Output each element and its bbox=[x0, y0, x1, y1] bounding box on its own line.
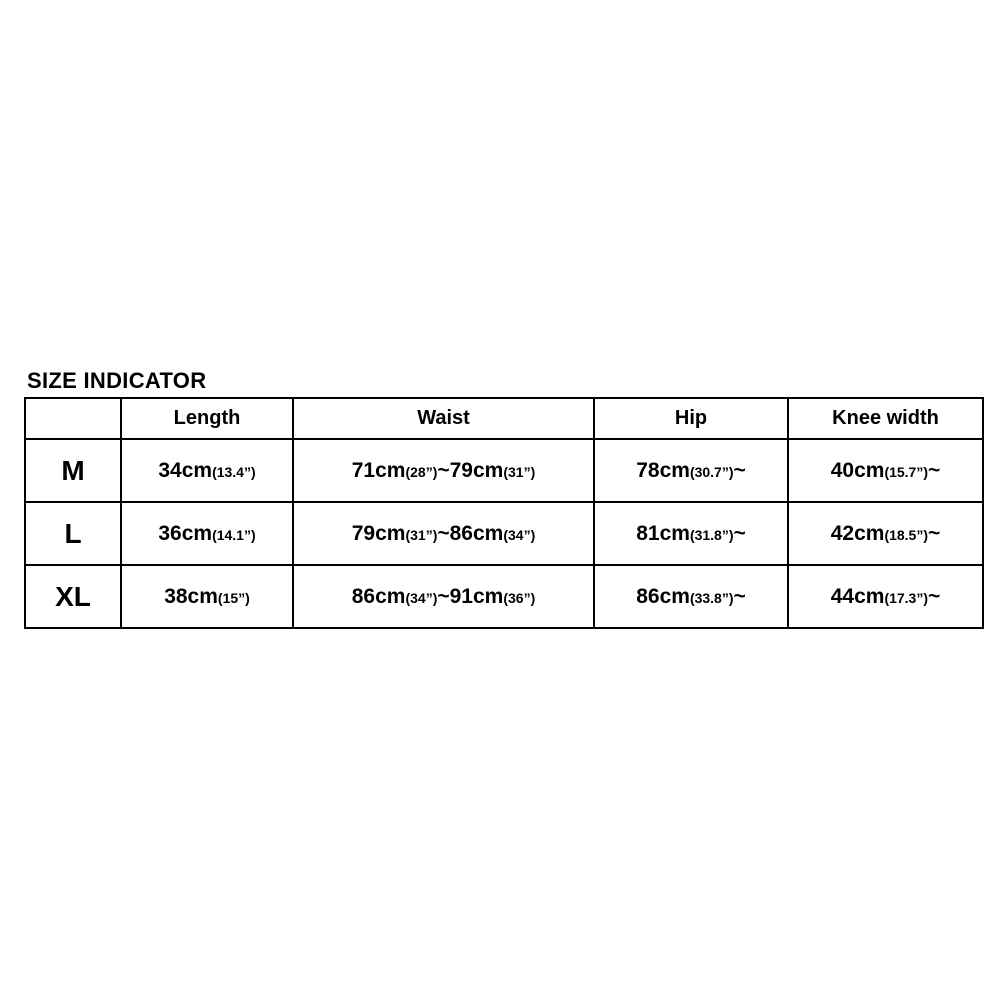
length-in: (14.1”) bbox=[212, 526, 256, 543]
knee-cell bbox=[788, 439, 983, 502]
knee-in: (18.5”) bbox=[884, 526, 929, 543]
hip-cm: 81cm bbox=[636, 521, 690, 545]
knee-cm: 40cm bbox=[830, 458, 885, 482]
hip-suffix: ~ bbox=[733, 458, 746, 482]
waist-range-sep: ~ bbox=[437, 521, 450, 545]
waist-in-min: (34”) bbox=[405, 589, 438, 606]
waist-cell bbox=[293, 439, 594, 502]
hip-suffix: ~ bbox=[733, 584, 746, 608]
size-label: XL bbox=[25, 565, 121, 628]
length-cm: 38cm bbox=[164, 584, 218, 608]
waist-cm-min: 71cm bbox=[351, 458, 406, 482]
hip-suffix: ~ bbox=[733, 521, 746, 545]
waist-in-min: (28”) bbox=[405, 463, 438, 480]
knee-suffix: ~ bbox=[928, 584, 941, 608]
hip-cell bbox=[594, 565, 788, 628]
size-label: M bbox=[25, 439, 121, 502]
waist-in-max: (36”) bbox=[503, 589, 536, 606]
header-length: Length bbox=[121, 398, 293, 439]
waist-cm-max: 91cm bbox=[449, 584, 504, 608]
knee-cm: 44cm bbox=[830, 584, 885, 608]
waist-cm-max: 79cm bbox=[449, 458, 504, 482]
knee-suffix: ~ bbox=[928, 458, 941, 482]
waist-in-max: (34”) bbox=[503, 526, 536, 543]
hip-cm: 78cm bbox=[636, 458, 690, 482]
length-cell bbox=[121, 502, 293, 565]
header-corner bbox=[25, 398, 121, 439]
hip-in: (33.8”) bbox=[689, 589, 734, 606]
knee-cm: 42cm bbox=[830, 521, 885, 545]
waist-range-sep: ~ bbox=[437, 584, 450, 608]
waist-cm-min: 86cm bbox=[351, 584, 406, 608]
hip-cell bbox=[594, 502, 788, 565]
knee-in: (15.7”) bbox=[884, 463, 929, 480]
knee-in: (17.3”) bbox=[884, 589, 929, 606]
size-table bbox=[24, 397, 984, 629]
length-in: (15”) bbox=[217, 589, 250, 606]
header-hip: Hip bbox=[594, 398, 788, 439]
length-in: (13.4”) bbox=[212, 463, 256, 480]
waist-cell bbox=[293, 502, 594, 565]
table-row bbox=[25, 502, 983, 565]
size-label: L bbox=[25, 502, 121, 565]
table-row bbox=[25, 439, 983, 502]
waist-in-min: (31”) bbox=[405, 526, 438, 543]
hip-cell bbox=[594, 439, 788, 502]
waist-cm-max: 86cm bbox=[449, 521, 504, 545]
size-indicator-title: SIZE INDICATOR bbox=[27, 368, 207, 393]
waist-in-max: (31”) bbox=[503, 463, 536, 480]
header-waist: Waist bbox=[293, 398, 594, 439]
length-cm: 34cm bbox=[158, 458, 213, 482]
knee-cell bbox=[788, 502, 983, 565]
header-row bbox=[25, 398, 983, 439]
waist-cell bbox=[293, 565, 594, 628]
waist-cm-min: 79cm bbox=[351, 521, 406, 545]
length-cm: 36cm bbox=[158, 521, 213, 545]
header-knee-width: Knee width bbox=[788, 398, 983, 439]
length-cell bbox=[121, 439, 293, 502]
hip-cm: 86cm bbox=[636, 584, 690, 608]
hip-in: (31.8”) bbox=[689, 526, 734, 543]
knee-suffix: ~ bbox=[928, 521, 941, 545]
waist-range-sep: ~ bbox=[437, 458, 450, 482]
knee-cell bbox=[788, 565, 983, 628]
length-cell bbox=[121, 565, 293, 628]
hip-in: (30.7”) bbox=[689, 463, 734, 480]
table-row bbox=[25, 565, 983, 628]
